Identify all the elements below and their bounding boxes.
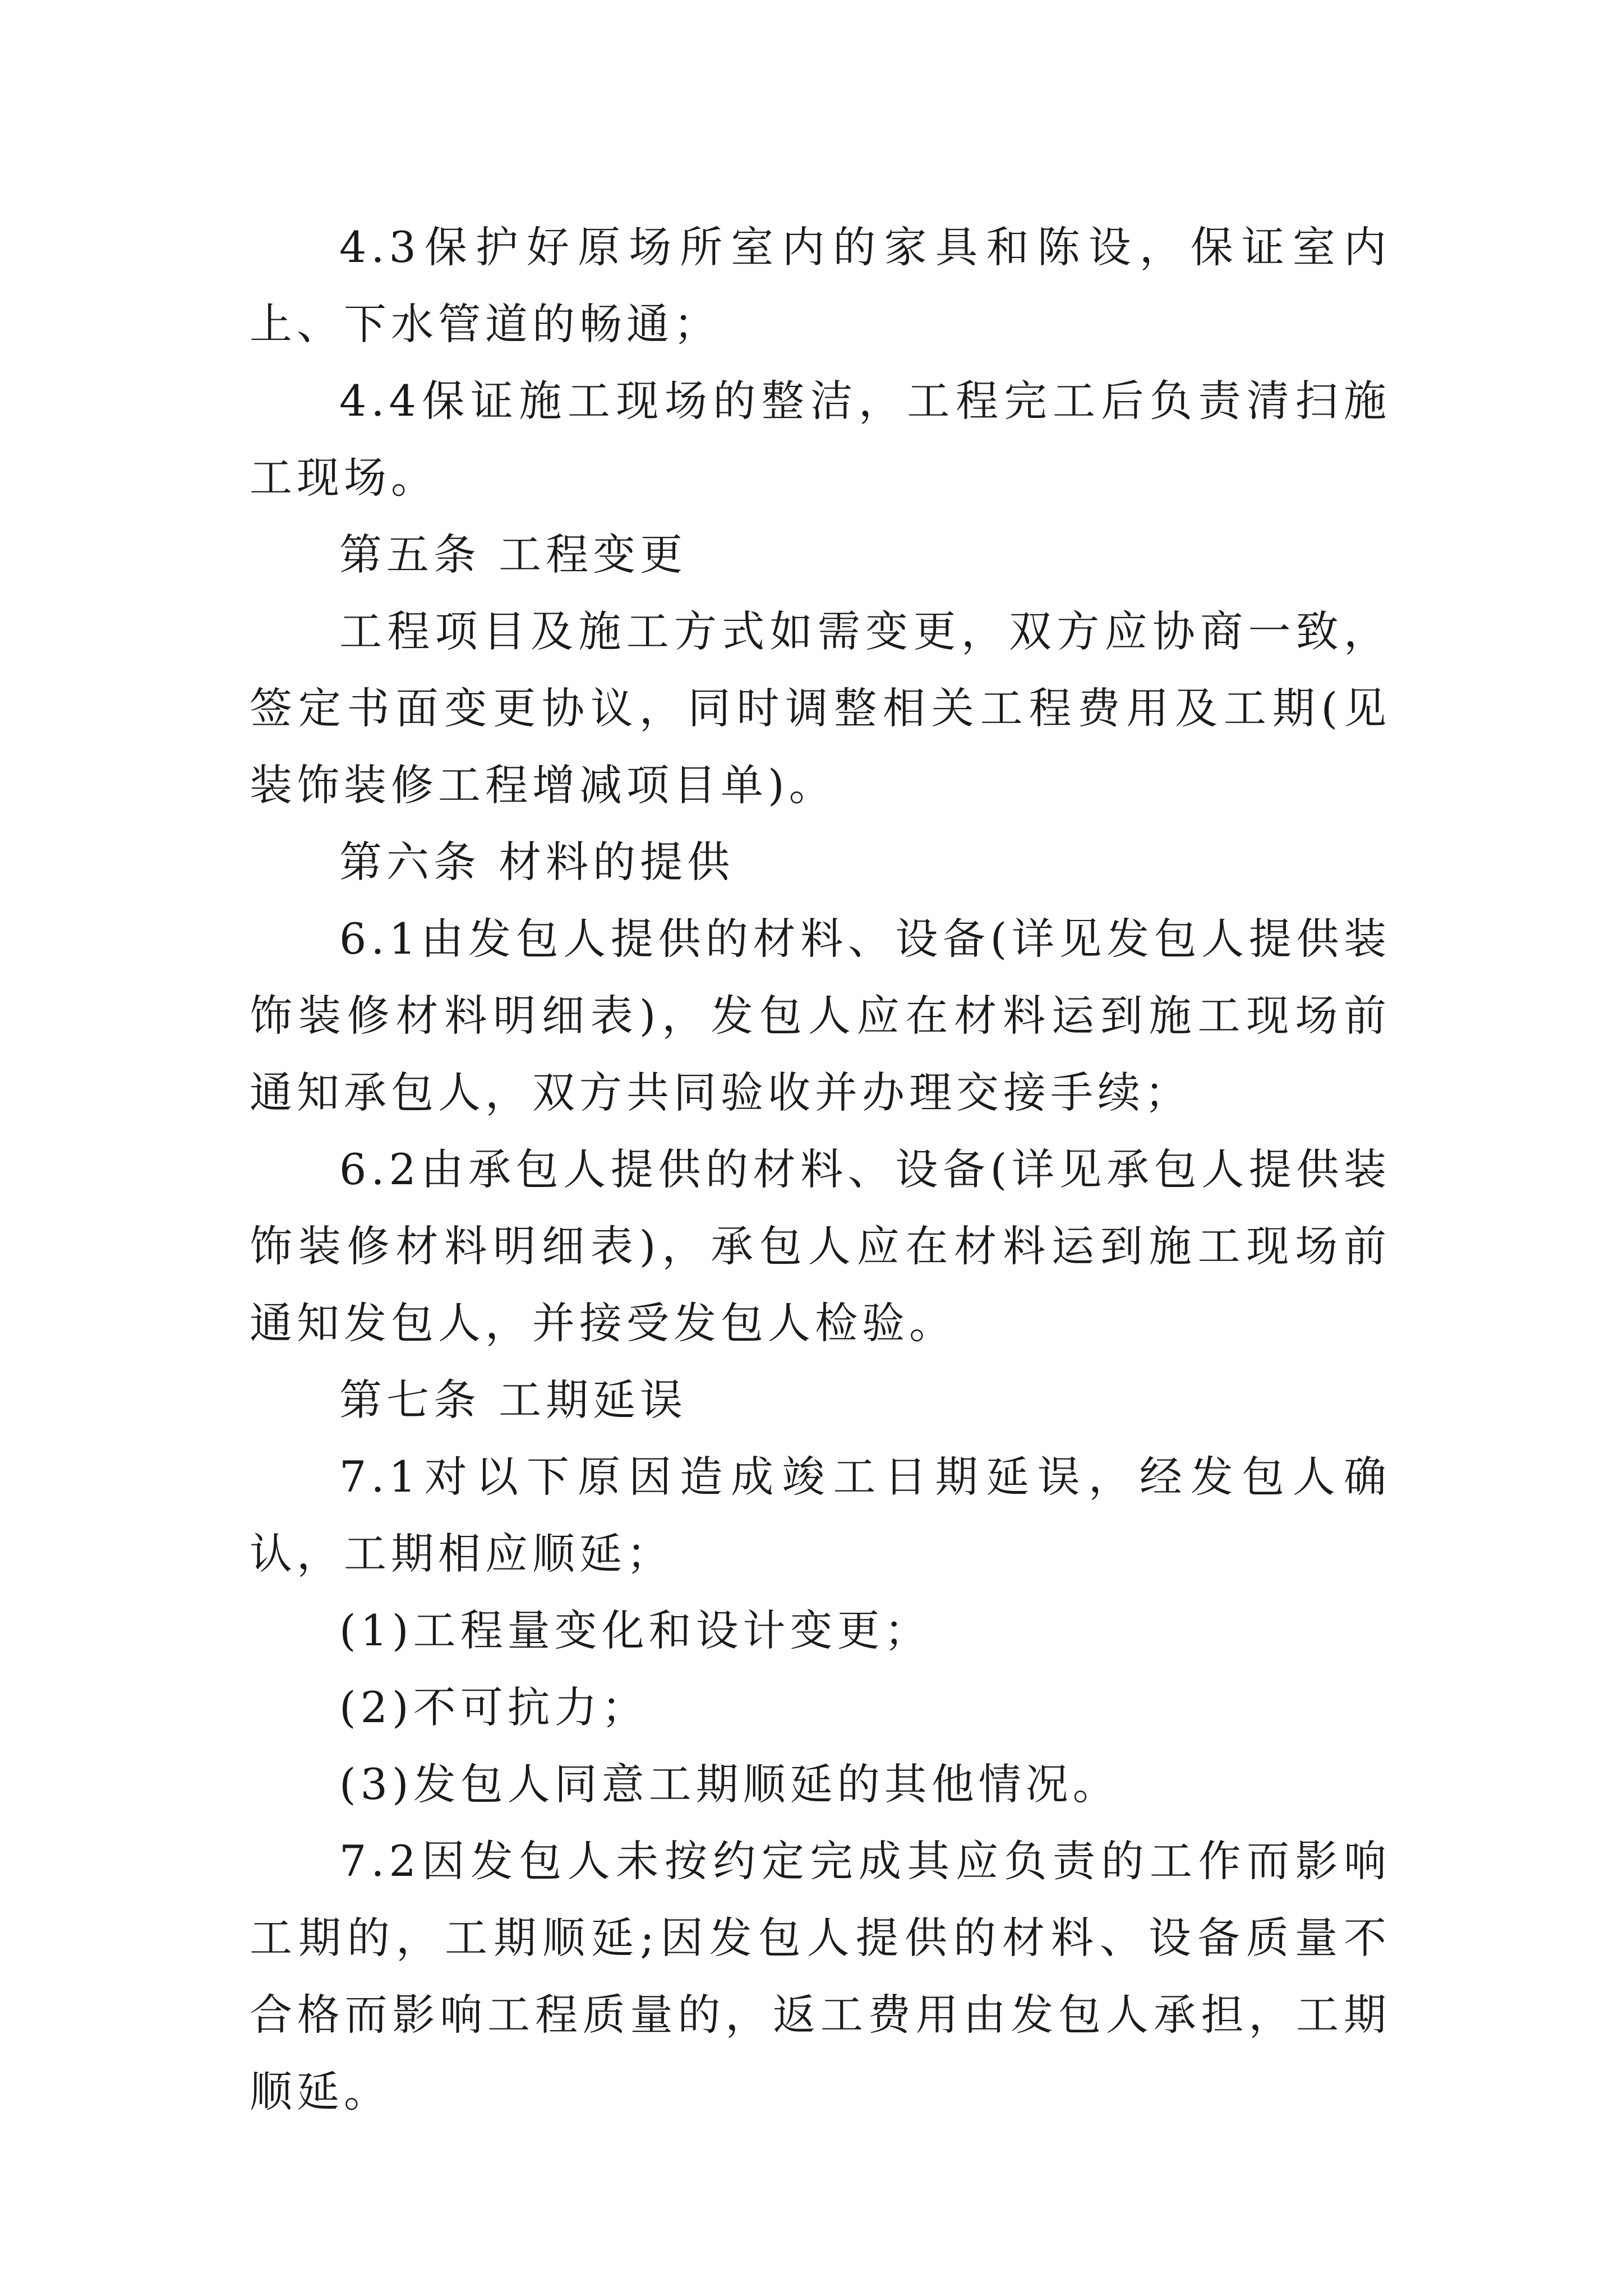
list-item-2: (2)不可抗力；	[339, 1682, 649, 1732]
clause-7-1: 7.1对以下原因造成竣工日期延误，经发包人确认，工期相应顺延；	[250, 1452, 1391, 1579]
article-7-heading: 第七条 工期延误	[339, 1375, 688, 1425]
list-item-3: (3)发包人同意工期顺延的其他情况。	[339, 1759, 1120, 1809]
clause-6-2: 6.2由承包人提供的材料、设备(详见承包人提供装饰装修材料明细表)，承包人应在材料运到施工现场前通知发包人，并接受发包人检验。	[250, 1144, 1391, 1348]
list-item-1: (1)工程量变化和设计变更；	[339, 1605, 932, 1655]
clause-4-4: 4.4保证施工现场的整洁，工程完工后负责清扫施工现场。	[250, 376, 1391, 503]
article-5-heading: 第五条 工程变更	[339, 530, 688, 579]
document-body	[250, 209, 1391, 2130]
clause-7-2: 7.2因发包人未按约定完成其应负责的工作而影响工期的，工期顺延;因发包人提供的材料、设备质量不合格而影响工程质量的，返工费用由发包人承担，工期顺延。	[250, 1836, 1391, 2116]
article-6-heading: 第六条 材料的提供	[339, 837, 735, 887]
clause-6-1: 6.1由发包人提供的材料、设备(详见发包人提供装饰装修材料明细表)，发包人应在材料运到施工现场前通知承包人，双方共同验收并办理交接手续；	[250, 914, 1391, 1117]
clause-4-3: 4.3保护好原场所室内的家具和陈设，保证室内上、下水管道的畅通；	[250, 222, 1391, 349]
article-5-body: 工程项目及施工方式如需变更，双方应协商一致，签定书面变更协议，同时调整相关工程费用及工期(见装饰装修工程增减项目单)。	[250, 606, 1391, 810]
